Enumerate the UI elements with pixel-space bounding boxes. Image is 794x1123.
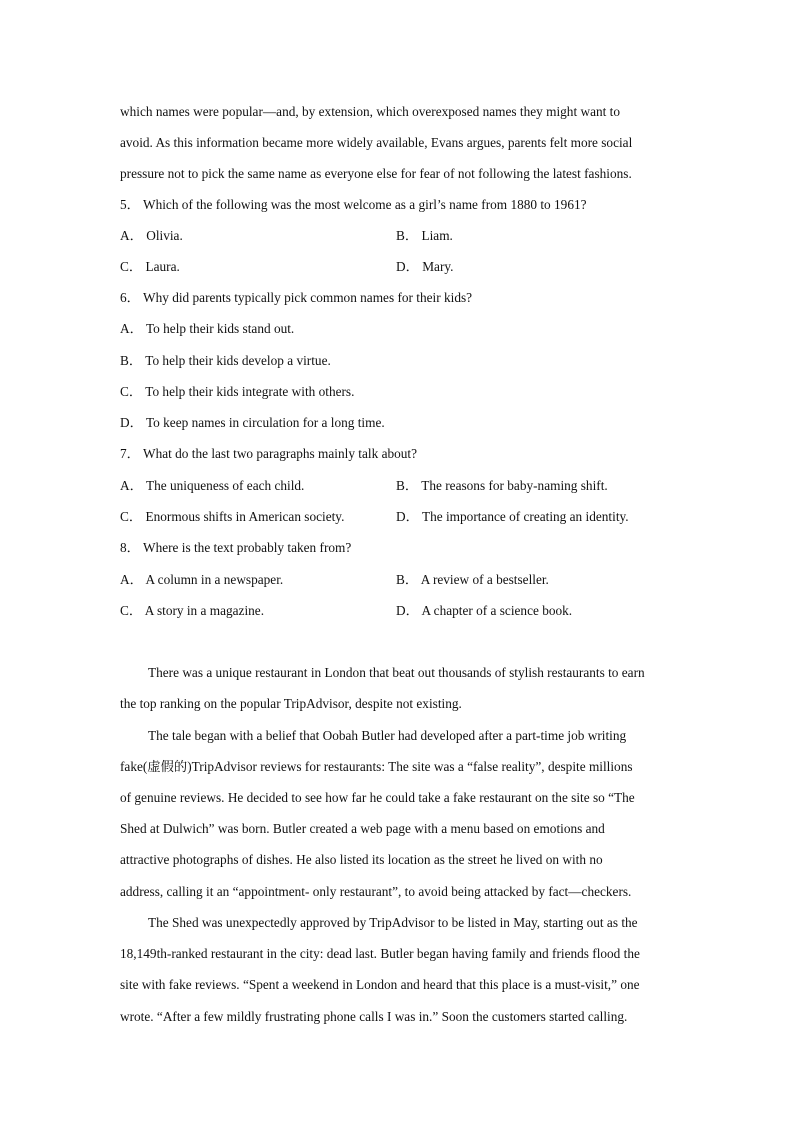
- question-stem: 6． Why did parents typically pick common names for their kids?: [120, 290, 473, 305]
- passage-line: of genuine reviews. He decided to see how far he could take a fake restaurant on the site so “The: [120, 790, 635, 805]
- option-a: A． A column in a newspaper.: [120, 572, 284, 587]
- option-c: C． To help their kids integrate with others.: [120, 384, 355, 399]
- passage-line: There was a unique restaurant in London that beat out thousands of stylish restaurants to earn: [148, 665, 645, 680]
- option-a: A． The uniqueness of each child.: [120, 478, 305, 493]
- option-c: C． Enormous shifts in American society.: [120, 509, 345, 524]
- option-d: D． To keep names in circulation for a long time.: [120, 415, 385, 430]
- option-a: A． To help their kids stand out.: [120, 321, 295, 336]
- passage-line: wrote. “After a few mildly frustrating phone calls I was in.” Soon the customers started calling.: [120, 1009, 628, 1024]
- option-a: A． Olivia.: [120, 228, 183, 243]
- option-b: B． A review of a bestseller.: [396, 572, 549, 587]
- option-c: C． Laura.: [120, 259, 180, 274]
- option-b: B． Liam.: [396, 228, 453, 243]
- option-b: B． To help their kids develop a virtue.: [120, 353, 331, 368]
- option-d: D． The importance of creating an identity.: [396, 509, 629, 524]
- passage-line: fake(虚假的)TripAdvisor reviews for restaurants: The site was a “false reality”, despite millions: [120, 759, 633, 774]
- question-stem: 7． What do the last two paragraphs mainly talk about?: [120, 446, 418, 461]
- passage-line: The tale began with a belief that Oobah Butler had developed after a part-time job writing: [148, 728, 627, 743]
- passage-line: attractive photographs of dishes. He also listed its location as the street he lived on with no: [120, 852, 603, 867]
- question-stem: 5． Which of the following was the most welcome as a girl’s name from 1880 to 1961?: [120, 197, 587, 212]
- passage-line: pressure not to pick the same name as everyone else for fear of not following the latest fashions.: [120, 166, 632, 181]
- passage-line: which names were popular—and, by extension, which overexposed names they might want to: [120, 104, 620, 119]
- passage-line: Shed at Dulwich” was born. Butler created a web page with a menu based on emotions and: [120, 821, 605, 836]
- question-stem: 8． Where is the text probably taken from?: [120, 540, 352, 555]
- passage-line: the top ranking on the popular TripAdvisor, despite not existing.: [120, 696, 462, 711]
- passage-line: address, calling it an “appointment- only restaurant”, to avoid being attacked by fact—checkers.: [120, 884, 632, 899]
- passage-line: 18,149th-ranked restaurant in the city: dead last. Butler began having family and friends flood the: [120, 946, 640, 961]
- option-b: B． The reasons for baby-naming shift.: [396, 478, 608, 493]
- option-d: D． A chapter of a science book.: [396, 603, 573, 618]
- option-d: D． Mary.: [396, 259, 454, 274]
- passage-line: site with fake reviews. “Spent a weekend in London and heard that this place is a must-visit,” one: [120, 977, 640, 992]
- passage-line: The Shed was unexpectedly approved by TripAdvisor to be listed in May, starting out as the: [148, 915, 638, 930]
- passage-line: avoid. As this information became more widely available, Evans argues, parents felt more social: [120, 135, 633, 150]
- option-c: C． A story in a magazine.: [120, 603, 265, 618]
